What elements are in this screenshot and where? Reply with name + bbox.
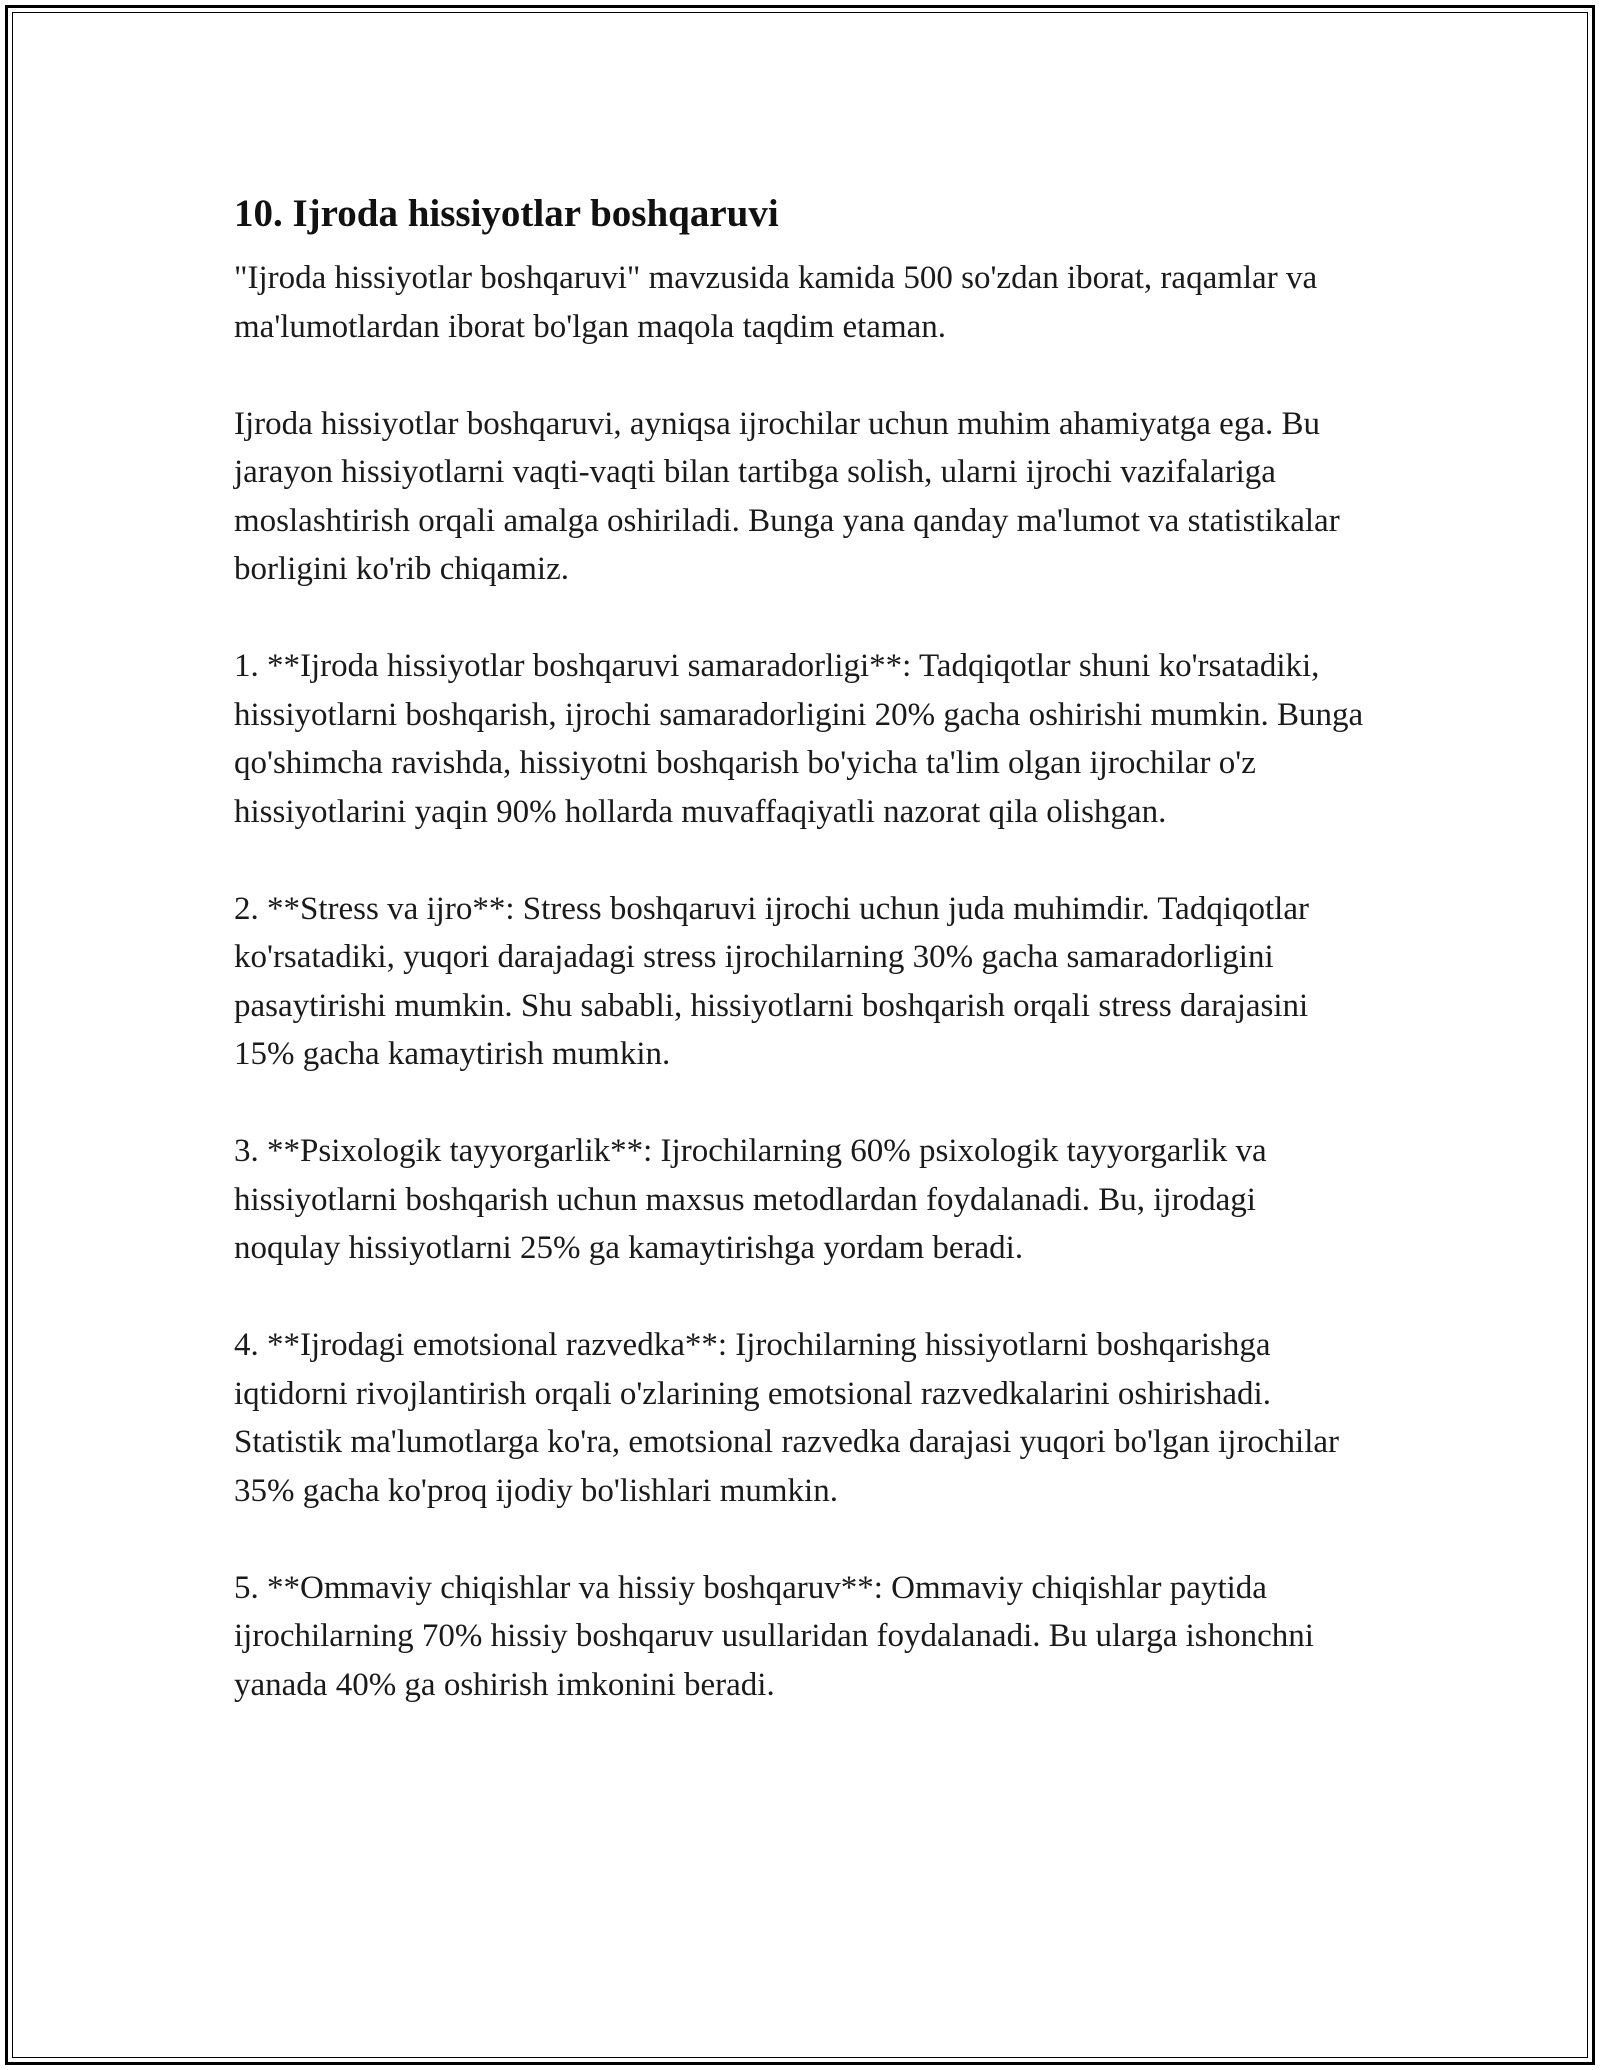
list-item-1: 1. **Ijroda hissiyotlar boshqaruvi samaradorligi**: Tadqiqotlar shuni ko'rsatadiki, hissiyotlarni boshqarish, ijrochi samaradorligini 20% gacha oshirishi mumkin. Bunga qo'shimcha ravishda, hissiyotni boshqarish bo'yicha ta'lim olgan ijrochilar o'z hissiyotlarini yaqin 90% hollarda muvaffaqiyatli nazorat qila olishgan.	[234, 648, 1364, 830]
overview-paragraph: Ijroda hissiyotlar boshqaruvi, ayniqsa ijrochilar uchun muhim ahamiyatga ega. Bu jarayon hissiyotlarni vaqti-vaqti bilan tartibga solish, ularni ijrochi vazifalariga moslashtirish orqali amalga oshiriladi. Bunga yana qanday ma'lumot va statistikalar borligini ko'rib chiqamiz.	[234, 405, 1340, 587]
list-item-3: 3. **Psixologik tayyorgarlik**: Ijrochilarning 60% psixologik tayyorgarlik va hissiyotlarni boshqarish uchun maxsus metodlardan foydalanadi. Bu, ijrodagi noqulay hissiyotlarni 25% ga kamaytirishga yordam beradi.	[234, 1133, 1267, 1266]
intro-paragraph: "Ijroda hissiyotlar boshqaruvi" mavzusida kamida 500 so'zdan iborat, raqamlar va ma'lumotlardan iborat bo'lgan maqola taqdim etaman.	[234, 260, 1318, 345]
document-body	[234, 186, 1364, 1758]
list-item-2: 2. **Stress va ijro**: Stress boshqaruvi ijrochi uchun juda muhimdir. Tadqiqotlar ko'rsatadiki, yuqori darajadagi stress ijrochilarning 30% gacha samaradorligini pasaytirishi mumkin. Shu sababli, hissiyotlarni boshqarish orqali stress darajasini 15% gacha kamaytirish mumkin.	[234, 890, 1309, 1072]
list-item-4: 4. **Ijrodagi emotsional razvedka**: Ijrochilarning hissiyotlarni boshqarishga iqtidorni rivojlantirish orqali o'zlarining emotsional razvedkalarini oshirishadi. Statistik ma'lumotlarga ko'ra, emotsional razvedka darajasi yuqori bo'lgan ijrochilar 35% gacha ko'proq ijodiy bo'lishlari mumkin.	[234, 1327, 1340, 1509]
document-title: 10. Ijroda hissiyotlar boshqaruvi	[234, 192, 779, 235]
list-item-5: 5. **Ommaviy chiqishlar va hissiy boshqaruv**: Ommaviy chiqishlar paytida ijrochilarning 70% hissiy boshqaruv usullaridan foydalanadi. Bu ularga ishonchni yanada 40% ga oshirish imkonini beradi.	[234, 1569, 1314, 1703]
